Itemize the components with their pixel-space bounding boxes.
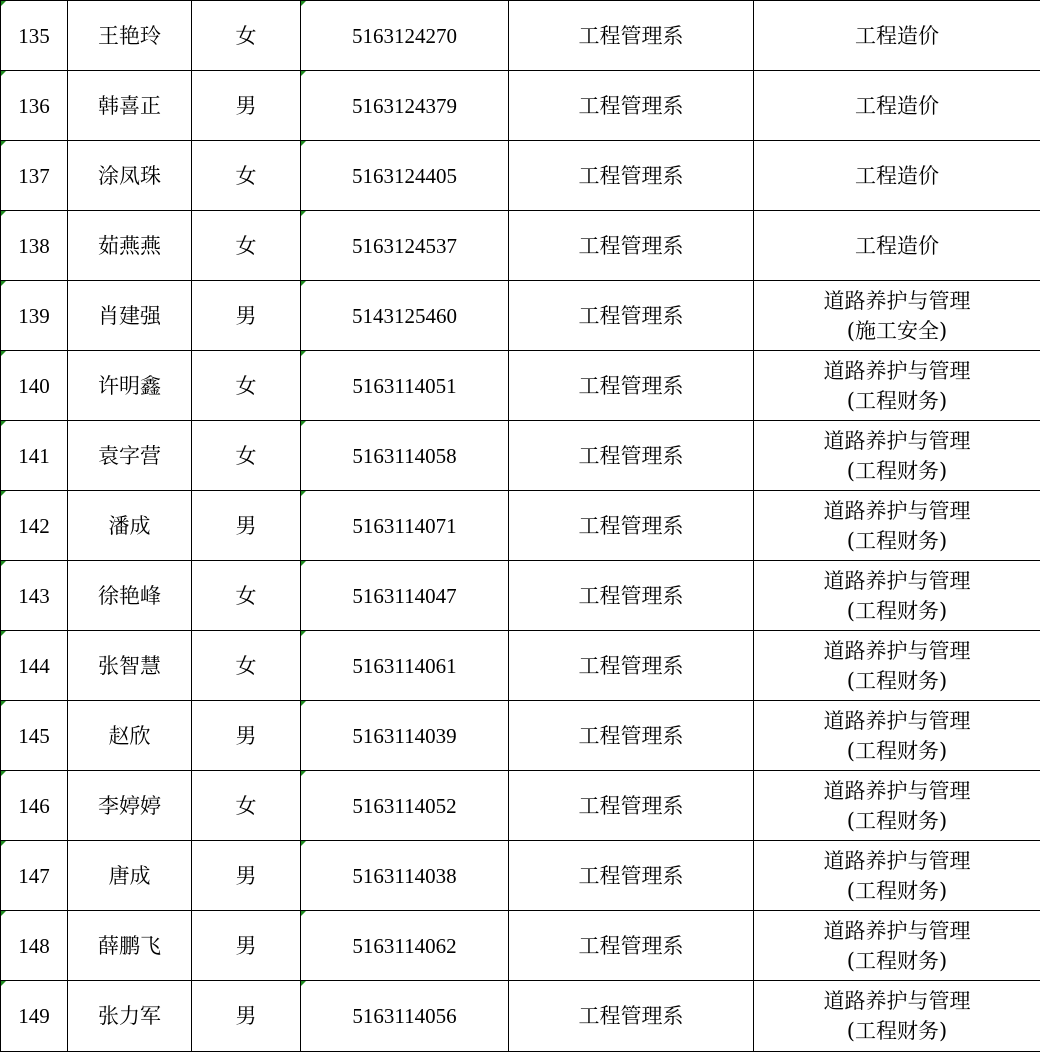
cell-major-text: 道路养护与管理 bbox=[824, 709, 971, 733]
cell-major bbox=[754, 421, 1040, 491]
cell-major bbox=[754, 561, 1040, 631]
cell-student-id-text: 5163124270 bbox=[352, 24, 457, 48]
cell-number bbox=[1, 351, 68, 421]
cell-gender bbox=[192, 421, 301, 491]
cell-major-subtitle: (工程财务) bbox=[754, 946, 1040, 976]
cell-department-text: 工程管理系 bbox=[579, 514, 684, 538]
cell-name-text: 张力军 bbox=[98, 1004, 161, 1028]
cell-indicator-icon bbox=[301, 281, 306, 286]
cell-indicator-icon bbox=[301, 71, 306, 76]
cell-number bbox=[1, 561, 68, 631]
cell-indicator-icon bbox=[301, 771, 306, 776]
cell-gender bbox=[192, 71, 301, 141]
cell-major-text: 工程造价 bbox=[855, 164, 939, 188]
cell-major-text: 道路养护与管理 bbox=[824, 289, 971, 313]
cell-gender-text: 女 bbox=[236, 164, 257, 188]
cell-student-id-text: 5143125460 bbox=[352, 304, 457, 328]
cell-major-subtitle: (工程财务) bbox=[754, 596, 1040, 626]
cell-number-text: 146 bbox=[18, 794, 50, 818]
cell-number-text: 147 bbox=[18, 864, 50, 888]
table-row bbox=[1, 211, 1040, 281]
table-body bbox=[1, 1, 1040, 1052]
cell-name-text: 袁字营 bbox=[98, 444, 161, 468]
cell-gender-text: 男 bbox=[236, 724, 257, 748]
cell-major-text: 道路养护与管理 bbox=[824, 639, 971, 663]
cell-department-text: 工程管理系 bbox=[579, 934, 684, 958]
cell-gender-text: 男 bbox=[236, 304, 257, 328]
cell-indicator-icon bbox=[1, 421, 6, 426]
cell-major-subtitle: (工程财务) bbox=[754, 736, 1040, 766]
cell-gender bbox=[192, 701, 301, 771]
cell-department bbox=[509, 421, 754, 491]
cell-major bbox=[754, 351, 1040, 421]
cell-indicator-icon bbox=[301, 211, 306, 216]
cell-indicator-icon bbox=[301, 701, 306, 706]
cell-number-text: 137 bbox=[18, 164, 50, 188]
cell-department-text: 工程管理系 bbox=[579, 374, 684, 398]
cell-number bbox=[1, 701, 68, 771]
cell-major-subtitle: (工程财务) bbox=[754, 386, 1040, 416]
cell-indicator-icon bbox=[301, 141, 306, 146]
cell-student-id-text: 5163114062 bbox=[352, 934, 456, 958]
cell-name bbox=[68, 351, 192, 421]
cell-student-id bbox=[301, 141, 509, 211]
cell-major-text: 工程造价 bbox=[855, 24, 939, 48]
cell-major bbox=[754, 491, 1040, 561]
table-row bbox=[1, 421, 1040, 491]
cell-student-id-text: 5163114047 bbox=[352, 584, 456, 608]
cell-indicator-icon bbox=[1, 841, 6, 846]
cell-major-subtitle: (工程财务) bbox=[754, 1016, 1040, 1046]
cell-department-text: 工程管理系 bbox=[579, 724, 684, 748]
cell-major-text: 道路养护与管理 bbox=[824, 569, 971, 593]
cell-department-text: 工程管理系 bbox=[579, 444, 684, 468]
cell-number bbox=[1, 981, 68, 1052]
cell-gender bbox=[192, 981, 301, 1052]
cell-major bbox=[754, 281, 1040, 351]
cell-number bbox=[1, 491, 68, 561]
cell-gender bbox=[192, 141, 301, 211]
cell-gender-text: 男 bbox=[236, 1004, 257, 1028]
table-row bbox=[1, 981, 1040, 1052]
cell-name bbox=[68, 421, 192, 491]
cell-number-text: 145 bbox=[18, 724, 50, 748]
cell-number bbox=[1, 71, 68, 141]
cell-major bbox=[754, 631, 1040, 701]
table-row bbox=[1, 141, 1040, 211]
cell-number bbox=[1, 911, 68, 981]
cell-department bbox=[509, 911, 754, 981]
cell-name bbox=[68, 911, 192, 981]
cell-department-text: 工程管理系 bbox=[579, 304, 684, 328]
table-row bbox=[1, 281, 1040, 351]
cell-number-text: 149 bbox=[18, 1004, 50, 1028]
cell-department bbox=[509, 561, 754, 631]
cell-student-id bbox=[301, 771, 509, 841]
cell-name-text: 潘成 bbox=[109, 514, 151, 538]
cell-name bbox=[68, 631, 192, 701]
cell-department bbox=[509, 841, 754, 911]
cell-number bbox=[1, 1, 68, 71]
cell-indicator-icon bbox=[301, 1, 306, 6]
cell-gender-text: 男 bbox=[236, 864, 257, 888]
cell-department bbox=[509, 281, 754, 351]
table-row bbox=[1, 911, 1040, 981]
cell-indicator-icon bbox=[1, 771, 6, 776]
cell-number bbox=[1, 771, 68, 841]
cell-number-text: 135 bbox=[18, 24, 50, 48]
cell-gender bbox=[192, 211, 301, 281]
cell-major bbox=[754, 71, 1040, 141]
cell-department-text: 工程管理系 bbox=[579, 654, 684, 678]
cell-number-text: 142 bbox=[18, 514, 50, 538]
cell-gender-text: 男 bbox=[236, 934, 257, 958]
cell-name-text: 李婷婷 bbox=[98, 794, 161, 818]
cell-indicator-icon bbox=[301, 911, 306, 916]
cell-gender bbox=[192, 561, 301, 631]
cell-indicator-icon bbox=[1, 281, 6, 286]
cell-student-id bbox=[301, 1, 509, 71]
cell-name bbox=[68, 141, 192, 211]
cell-indicator-icon bbox=[1, 911, 6, 916]
cell-number bbox=[1, 421, 68, 491]
cell-indicator-icon bbox=[1, 141, 6, 146]
cell-student-id bbox=[301, 841, 509, 911]
cell-gender-text: 男 bbox=[236, 94, 257, 118]
cell-department-text: 工程管理系 bbox=[579, 1004, 684, 1028]
cell-indicator-icon bbox=[301, 421, 306, 426]
table-row bbox=[1, 1, 1040, 71]
cell-student-id bbox=[301, 491, 509, 561]
cell-gender-text: 女 bbox=[236, 794, 257, 818]
cell-student-id-text: 5163124405 bbox=[352, 164, 457, 188]
cell-number bbox=[1, 631, 68, 701]
cell-number-text: 138 bbox=[18, 234, 50, 258]
cell-indicator-icon bbox=[1, 1, 6, 6]
cell-major-subtitle: (工程财务) bbox=[754, 876, 1040, 906]
cell-department bbox=[509, 351, 754, 421]
cell-name bbox=[68, 701, 192, 771]
cell-indicator-icon bbox=[1, 561, 6, 566]
cell-student-id bbox=[301, 561, 509, 631]
cell-department bbox=[509, 71, 754, 141]
cell-gender bbox=[192, 351, 301, 421]
cell-student-id-text: 5163114056 bbox=[352, 1004, 456, 1028]
cell-major bbox=[754, 701, 1040, 771]
cell-major bbox=[754, 771, 1040, 841]
cell-name-text: 王艳玲 bbox=[98, 24, 161, 48]
cell-number-text: 139 bbox=[18, 304, 50, 328]
cell-name-text: 徐艳峰 bbox=[98, 584, 161, 608]
cell-number-text: 148 bbox=[18, 934, 50, 958]
cell-gender-text: 女 bbox=[236, 444, 257, 468]
cell-number bbox=[1, 281, 68, 351]
cell-major-subtitle: (工程财务) bbox=[754, 526, 1040, 556]
cell-major bbox=[754, 981, 1040, 1052]
cell-department-text: 工程管理系 bbox=[579, 584, 684, 608]
cell-gender-text: 女 bbox=[236, 584, 257, 608]
cell-number-text: 136 bbox=[18, 94, 50, 118]
cell-name-text: 唐成 bbox=[109, 864, 151, 888]
cell-department bbox=[509, 981, 754, 1052]
cell-student-id-text: 5163114051 bbox=[352, 374, 456, 398]
cell-major-text: 工程造价 bbox=[855, 94, 939, 118]
cell-student-id-text: 5163124379 bbox=[352, 94, 457, 118]
cell-major-text: 道路养护与管理 bbox=[824, 849, 971, 873]
cell-department bbox=[509, 141, 754, 211]
cell-department-text: 工程管理系 bbox=[579, 864, 684, 888]
cell-student-id bbox=[301, 631, 509, 701]
cell-student-id bbox=[301, 71, 509, 141]
cell-name bbox=[68, 281, 192, 351]
cell-major bbox=[754, 1, 1040, 71]
cell-indicator-icon bbox=[301, 981, 306, 986]
table-row bbox=[1, 351, 1040, 421]
cell-number-text: 143 bbox=[18, 584, 50, 608]
cell-major bbox=[754, 141, 1040, 211]
cell-name bbox=[68, 561, 192, 631]
cell-student-id-text: 5163114039 bbox=[352, 724, 456, 748]
cell-department bbox=[509, 631, 754, 701]
cell-student-id-text: 5163114071 bbox=[352, 514, 456, 538]
table-row bbox=[1, 771, 1040, 841]
cell-student-id-text: 5163114038 bbox=[352, 864, 456, 888]
cell-department bbox=[509, 771, 754, 841]
cell-gender bbox=[192, 911, 301, 981]
cell-student-id bbox=[301, 281, 509, 351]
cell-gender-text: 女 bbox=[236, 234, 257, 258]
cell-gender bbox=[192, 771, 301, 841]
cell-name bbox=[68, 771, 192, 841]
cell-major-subtitle: (施工安全) bbox=[754, 316, 1040, 346]
cell-name-text: 肖建强 bbox=[98, 304, 161, 328]
table-row bbox=[1, 71, 1040, 141]
cell-name bbox=[68, 71, 192, 141]
cell-name-text: 韩喜正 bbox=[98, 94, 161, 118]
cell-indicator-icon bbox=[1, 71, 6, 76]
cell-department-text: 工程管理系 bbox=[579, 24, 684, 48]
cell-name-text: 薛鹏飞 bbox=[98, 934, 161, 958]
cell-major-text: 道路养护与管理 bbox=[824, 429, 971, 453]
cell-indicator-icon bbox=[1, 701, 6, 706]
cell-student-id-text: 5163114061 bbox=[352, 654, 456, 678]
cell-major bbox=[754, 841, 1040, 911]
cell-major-text: 工程造价 bbox=[855, 234, 939, 258]
cell-indicator-icon bbox=[1, 211, 6, 216]
cell-number bbox=[1, 141, 68, 211]
cell-indicator-icon bbox=[301, 491, 306, 496]
cell-number bbox=[1, 841, 68, 911]
cell-major-text: 道路养护与管理 bbox=[824, 779, 971, 803]
cell-gender-text: 女 bbox=[236, 374, 257, 398]
cell-name-text: 茹燕燕 bbox=[98, 234, 161, 258]
cell-major-subtitle: (工程财务) bbox=[754, 666, 1040, 696]
table-row bbox=[1, 561, 1040, 631]
cell-name bbox=[68, 981, 192, 1052]
cell-major bbox=[754, 911, 1040, 981]
cell-indicator-icon bbox=[1, 981, 6, 986]
cell-number-text: 141 bbox=[18, 444, 50, 468]
cell-gender bbox=[192, 281, 301, 351]
cell-name-text: 许明鑫 bbox=[98, 374, 161, 398]
cell-student-id bbox=[301, 211, 509, 281]
cell-gender-text: 女 bbox=[236, 654, 257, 678]
cell-name bbox=[68, 211, 192, 281]
cell-student-id bbox=[301, 351, 509, 421]
table-row bbox=[1, 841, 1040, 911]
cell-major-text: 道路养护与管理 bbox=[824, 919, 971, 943]
cell-department bbox=[509, 1, 754, 71]
cell-major-text: 道路养护与管理 bbox=[824, 499, 971, 523]
cell-gender bbox=[192, 491, 301, 561]
cell-name-text: 涂凤珠 bbox=[98, 164, 161, 188]
cell-indicator-icon bbox=[301, 561, 306, 566]
cell-student-id bbox=[301, 421, 509, 491]
cell-number bbox=[1, 211, 68, 281]
cell-major-text: 道路养护与管理 bbox=[824, 989, 971, 1013]
cell-gender bbox=[192, 841, 301, 911]
cell-department bbox=[509, 211, 754, 281]
cell-student-id-text: 5163124537 bbox=[352, 234, 457, 258]
cell-gender-text: 男 bbox=[236, 514, 257, 538]
cell-number-text: 144 bbox=[18, 654, 50, 678]
cell-student-id bbox=[301, 981, 509, 1052]
cell-major bbox=[754, 211, 1040, 281]
cell-name-text: 张智慧 bbox=[98, 654, 161, 678]
cell-name bbox=[68, 1, 192, 71]
cell-name bbox=[68, 491, 192, 561]
table-row bbox=[1, 701, 1040, 771]
cell-department-text: 工程管理系 bbox=[579, 234, 684, 258]
cell-department-text: 工程管理系 bbox=[579, 164, 684, 188]
cell-indicator-icon bbox=[301, 841, 306, 846]
cell-major-text: 道路养护与管理 bbox=[824, 359, 971, 383]
cell-name-text: 赵欣 bbox=[109, 724, 151, 748]
cell-department bbox=[509, 701, 754, 771]
cell-gender-text: 女 bbox=[236, 24, 257, 48]
cell-major-subtitle: (工程财务) bbox=[754, 456, 1040, 486]
table-row bbox=[1, 631, 1040, 701]
cell-student-id-text: 5163114052 bbox=[352, 794, 456, 818]
cell-department-text: 工程管理系 bbox=[579, 794, 684, 818]
cell-student-id-text: 5163114058 bbox=[352, 444, 456, 468]
cell-student-id bbox=[301, 701, 509, 771]
cell-indicator-icon bbox=[301, 631, 306, 636]
cell-number-text: 140 bbox=[18, 374, 50, 398]
cell-gender bbox=[192, 631, 301, 701]
cell-name bbox=[68, 841, 192, 911]
cell-gender bbox=[192, 1, 301, 71]
cell-indicator-icon bbox=[1, 491, 6, 496]
cell-department-text: 工程管理系 bbox=[579, 94, 684, 118]
cell-major-subtitle: (工程财务) bbox=[754, 806, 1040, 836]
cell-indicator-icon bbox=[1, 631, 6, 636]
cell-indicator-icon bbox=[301, 351, 306, 356]
cell-student-id bbox=[301, 911, 509, 981]
cell-department bbox=[509, 491, 754, 561]
table-row bbox=[1, 491, 1040, 561]
cell-indicator-icon bbox=[1, 351, 6, 356]
